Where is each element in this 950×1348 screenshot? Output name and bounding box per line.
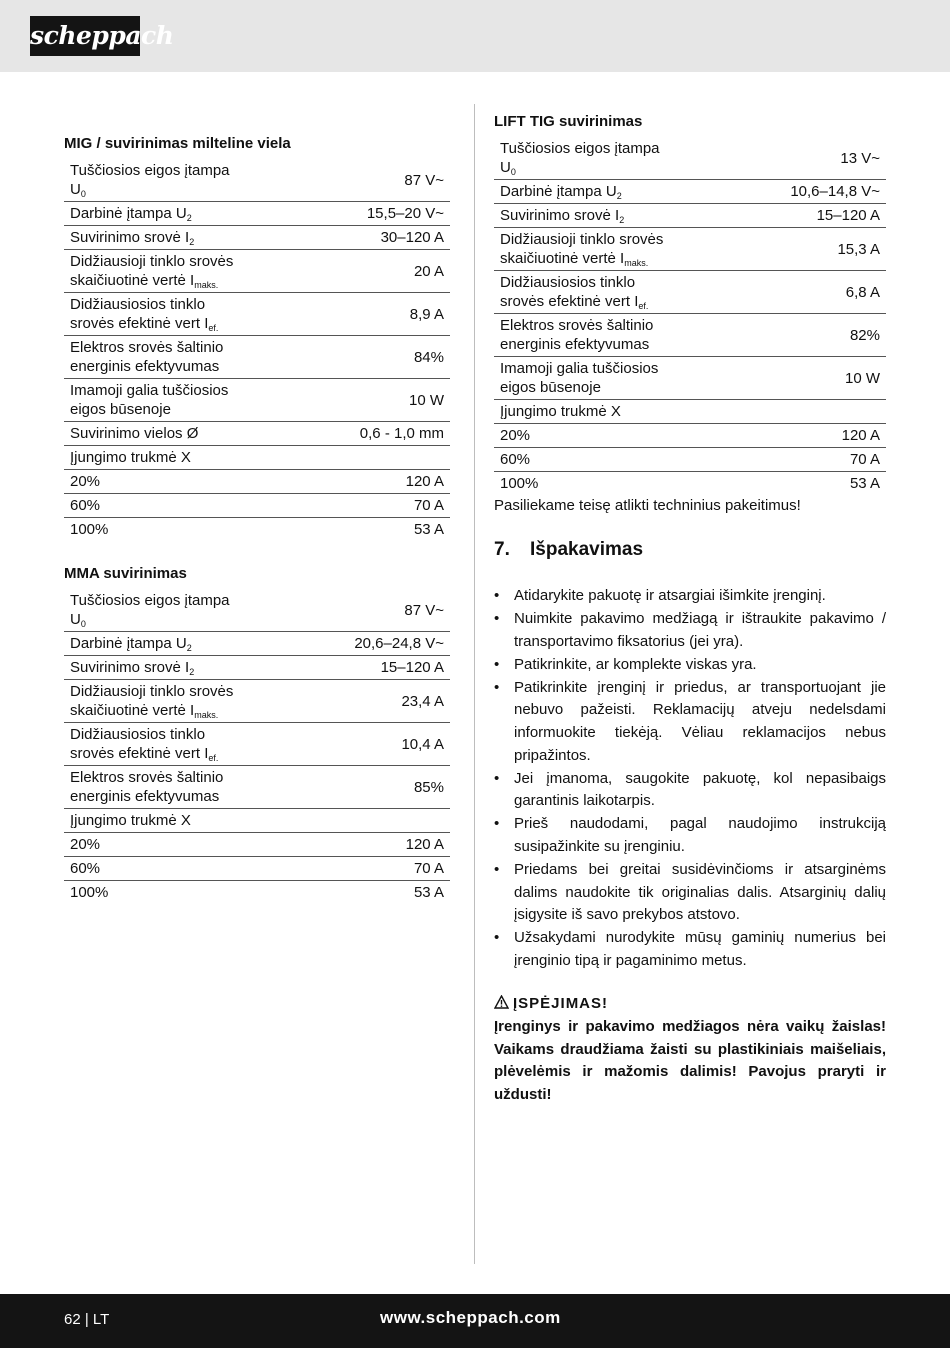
technical-changes-note: Pasiliekame teisę atlikti techninius pakeitimus!: [494, 497, 801, 514]
tig-section-title: LIFT TIG suvirinimas: [494, 113, 643, 130]
spec-label: 60%: [494, 448, 742, 472]
mig-section-title: MIG / suvirinimas milteline viela: [64, 135, 291, 152]
spec-value: 15,3 A: [742, 228, 886, 271]
list-item: • Prieš naudodami, pagal naudojimo instrukciją susipažinkite su įrenginiu.: [494, 815, 886, 856]
spec-label: Didžiausioji tinklo srovės skaičiuotinė vertė $I_{maks.}$: [64, 680, 312, 723]
spec-value: [742, 400, 886, 424]
table-row: [64, 857, 450, 881]
table-row: [64, 159, 450, 202]
spec-value: [312, 446, 450, 470]
table-row: [64, 680, 450, 723]
spec-label: Didžiausiosios tinklo srovės efektinė vert $I_{ef.}$: [64, 723, 312, 766]
website-link[interactable]: www.scheppach.com: [380, 1308, 561, 1327]
spec-label: Suvirinimo srovė $I_2$: [494, 204, 742, 228]
mma-section-title: MMA suvirinimas: [64, 565, 187, 582]
table-row: [64, 766, 450, 809]
table-row: [494, 400, 886, 424]
warning-triangle-icon: [494, 995, 509, 1009]
list-item: • Priedams bei greitai susidėvinčioms ir atsarginėms dalims naudokite tik originalias dalis. Atsarginių dalių įsigysite iš savo prekybos atstovo.: [494, 861, 886, 924]
table-row: [64, 422, 450, 446]
spec-value: 6,8 A: [742, 271, 886, 314]
table-row: [494, 228, 886, 271]
spec-value: 15–120 A: [312, 656, 450, 680]
table-row: [64, 470, 450, 494]
spec-value: 70 A: [742, 448, 886, 472]
table-row: [64, 446, 450, 470]
spec-value: 85%: [312, 766, 450, 809]
table-row: [494, 204, 886, 228]
list-item: • Patikrinkite įrenginį ir priedus, ar transportuojant jie nebuvo pažeisti. Reklamacijų atveju nedelsdami informuokite tiekėją. Vėliau reklamacijos nebus pripažintos.: [494, 678, 886, 764]
table-row: [64, 379, 450, 422]
spec-label: 60%: [64, 857, 312, 881]
spec-label: Elektros srovės šaltinio energinis efektyvumas: [494, 314, 742, 357]
spec-value: 53 A: [849, 475, 880, 492]
spec-label: Darbinė įtampa $U_2$: [64, 202, 312, 226]
table-row: [494, 180, 886, 204]
spec-value: 10 W: [312, 379, 450, 422]
list-item: • Užsakydami nurodykite mūsų gaminių numerius bei įrenginio tipą ir pagaminimo metus.: [494, 929, 886, 969]
spec-label: Suvirinimo srovė $I_2$: [64, 656, 312, 680]
table-row: [494, 472, 886, 496]
unpacking-list: [494, 585, 886, 973]
spec-label: Darbinė įtampa $U_2$: [64, 632, 312, 656]
spec-value: 0,6 - 1,0 mm: [312, 422, 450, 446]
table-row: [64, 293, 450, 336]
spec-value: 20 A: [312, 250, 450, 293]
table-row: [64, 589, 450, 632]
spec-value: 120 A: [312, 470, 450, 494]
spec-label: Imamoji galia tuščiosios eigos būsenoje: [494, 357, 742, 400]
spec-value: 13 V~: [742, 137, 886, 180]
footer-bar: [0, 1294, 950, 1348]
spec-value: 82%: [742, 314, 886, 357]
list-item: • Nuimkite pakavimo medžiagą ir ištraukite pakavimo / transportavimo fiksatorius (jei yra).: [494, 610, 886, 650]
table-row: [64, 833, 450, 857]
spec-value: 70 A: [312, 857, 450, 881]
table-row: [64, 518, 450, 542]
spec-label: Tuščiosios eigos įtampa $U_0$: [494, 137, 742, 180]
mma-spec-table: [64, 589, 450, 904]
list-item: • Patikrinkite, ar komplekte viskas yra.: [494, 655, 757, 673]
table-row: [494, 424, 886, 448]
table-row: [64, 656, 450, 680]
spec-value: 10,6–14,8 V~: [742, 180, 886, 204]
spec-value: 10 W: [742, 357, 886, 400]
brand-logo: scheppach: [30, 16, 140, 56]
spec-value: 120 A: [312, 833, 450, 857]
section-title: Išpakavimas: [530, 539, 644, 560]
spec-label: Įjungimo trukmė X: [494, 400, 742, 424]
spec-value: 70 A: [312, 494, 450, 518]
warning-text: Įrenginys ir pakavimo medžiagos nėra vaikų žaislas! Vaikams draudžiama žaisti su plastikiniais maišeliais, plėvelėmis ir mažomis dalimis! Pavojus praryti ir uždusti!: [494, 1018, 886, 1103]
spec-value: [312, 809, 450, 833]
table-row: [494, 448, 886, 472]
warning-title: ĮSPĖJIMAS!: [494, 995, 608, 1012]
spec-label: 20%: [64, 833, 312, 857]
spec-label: Didžiausiosios tinklo srovės efektinė vert $I_{ef.}$: [64, 293, 312, 336]
spec-value: 84%: [312, 336, 450, 379]
spec-value: 53 A: [413, 884, 444, 901]
section-number: 7.: [494, 539, 510, 560]
table-row: [64, 632, 450, 656]
spec-label: Suvirinimo vielos Ø: [64, 422, 312, 446]
spec-label: Suvirinimo srovė $I_2$: [64, 226, 312, 250]
spec-value: 15,5–20 V~: [312, 202, 450, 226]
spec-label: Įjungimo trukmė X: [64, 809, 312, 833]
table-row: [64, 202, 450, 226]
table-row: [64, 494, 450, 518]
header-bar: [0, 0, 950, 72]
spec-label: 100%: [70, 521, 109, 538]
spec-label: Tuščiosios eigos įtampa $U_0$: [64, 589, 312, 632]
table-row: [494, 137, 886, 180]
spec-value: 23,4 A: [312, 680, 450, 723]
spec-value: 20,6–24,8 V~: [312, 632, 450, 656]
table-row: [494, 271, 886, 314]
spec-label: Darbinė įtampa $U_2$: [494, 180, 742, 204]
spec-label: Imamoji galia tuščiosios eigos būsenoje: [64, 379, 312, 422]
spec-label: Didžiausioji tinklo srovės skaičiuotinė vertė $I_{maks.}$: [64, 250, 312, 293]
spec-value: 87 V~: [312, 589, 450, 632]
unpacking-heading: [494, 539, 643, 561]
spec-label: 100%: [500, 475, 539, 492]
spec-label: Įjungimo trukmė X: [64, 446, 312, 470]
table-row: [64, 250, 450, 293]
table-row: [64, 226, 450, 250]
column-divider: [474, 104, 475, 1264]
spec-label: Tuščiosios eigos įtampa $U_0$: [64, 159, 312, 202]
table-row: [64, 881, 450, 905]
spec-value: 15–120 A: [742, 204, 886, 228]
spec-value: 30–120 A: [312, 226, 450, 250]
spec-label: 100%: [70, 884, 109, 901]
table-row: [494, 314, 886, 357]
tig-spec-table: [494, 137, 886, 495]
spec-value: 87 V~: [312, 159, 450, 202]
spec-label: Elektros srovės šaltinio energinis efektyvumas: [64, 336, 312, 379]
table-row: [64, 809, 450, 833]
mig-spec-table: [64, 159, 450, 541]
spec-label: 20%: [494, 424, 742, 448]
spec-label: Elektros srovės šaltinio energinis efektyvumas: [64, 766, 312, 809]
list-item: • Jei įmanoma, saugokite pakuotę, kol nepasibaigs garantinis laikotarpis.: [494, 769, 886, 810]
spec-label: Didžiausiosios tinklo srovės efektinė vert $I_{ef.}$: [494, 271, 742, 314]
spec-value: 120 A: [742, 424, 886, 448]
list-item: • Atidarykite pakuotę ir atsargiai išimkite įrenginį.: [494, 587, 826, 604]
spec-label: 20%: [64, 470, 312, 494]
spec-label: Didžiausioji tinklo srovės skaičiuotinė vertė $I_{maks.}$: [494, 228, 742, 271]
table-row: [494, 357, 886, 400]
spec-value: 8,9 A: [312, 293, 450, 336]
table-row: [64, 336, 450, 379]
spec-value: 53 A: [413, 521, 444, 538]
spec-label: 60%: [64, 494, 312, 518]
page-number: 62 | LT: [64, 1311, 110, 1328]
table-row: [64, 723, 450, 766]
spec-value: 10,4 A: [312, 723, 450, 766]
